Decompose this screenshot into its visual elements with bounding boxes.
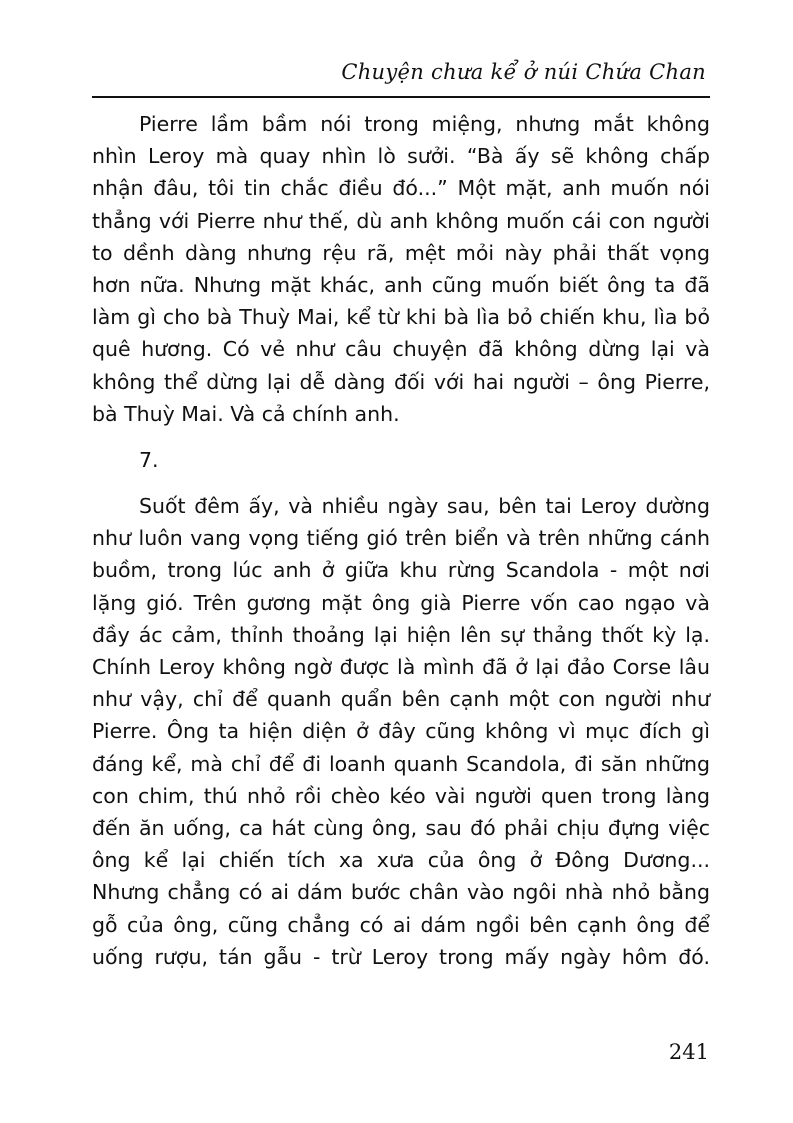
- text-line: quê hương. Có vẻ như câu chuyện đã không dừng lại và: [92, 337, 710, 362]
- text-line: con chim, thú nhỏ rồi chèo kéo vài người quen trong làng: [92, 783, 710, 808]
- text-line: nhận đâu, tôi tin chắc điều đó...” Một mặt, anh muốn nói: [92, 176, 710, 201]
- text-line: gỗ của ông, cũng chẳng có ai dám ngồi bên cạnh ông để: [92, 912, 710, 937]
- text-line: đầy ác cảm, thỉnh thoảng lại hiện lên sự thảng thốt kỳ lạ.: [92, 622, 710, 647]
- text-line: đến ăn uống, ca hát cùng ông, sau đó phải chịu đựng việc: [92, 815, 710, 840]
- paragraph-2: [92, 490, 710, 973]
- text-line: như luôn vang vọng tiếng gió trên biển và trên những cánh: [92, 526, 710, 551]
- section-number: 7.: [139, 447, 159, 472]
- page-header: [92, 58, 710, 98]
- text-line: ông kể lại chiến tích xa xưa của ông ở Đông Dương...: [92, 848, 710, 873]
- text-line: Chính Leroy không ngờ được là mình đã ở lại đảo Corse lâu: [92, 655, 710, 679]
- text-line: bà Thuỳ Mai. Và cả chính anh.: [92, 401, 400, 426]
- text-line: Pierre. Ông ta hiện diện ở đây cũng không vì mục đích gì: [92, 719, 710, 744]
- page-number: 241: [668, 1040, 709, 1064]
- text-line: không thể dừng lại dễ dàng đối với hai người – ông Pierre,: [92, 369, 710, 394]
- running-title: Chuyện chưa kể ở núi Chứa Chan: [341, 60, 706, 84]
- text-line: như vậy, chỉ để quanh quẩn bên cạnh một con người như: [92, 687, 710, 712]
- text-line: lặng gió. Trên gương mặt ông già Pierre vốn cao ngạo và: [92, 590, 710, 615]
- text-line: buồm, trong lúc anh ở giữa khu rừng Scandola - một nơi: [92, 558, 710, 583]
- text-line: nhìn Leroy mà quay nhìn lò sưởi. “Bà ấy sẽ không chấp: [92, 144, 710, 169]
- paragraph-1: [92, 108, 710, 430]
- body-text: [92, 108, 710, 973]
- text-line: thẳng với Pierre như thế, dù anh không muốn cái con người: [92, 208, 710, 233]
- text-line: Suốt đêm ấy, và nhiều ngày sau, bên tai Leroy dường: [139, 494, 710, 519]
- text-line: to dềnh dàng nhưng rệu rã, mệt mỏi này phải thất vọng: [92, 240, 710, 265]
- text-line: đáng kể, mà chỉ để đi loanh quanh Scandola, đi săn những: [92, 751, 710, 776]
- text-line: hơn nữa. Nhưng mặt khác, anh cũng muốn biết ông ta đã: [92, 272, 710, 297]
- text-line: uống rượu, tán gẫu - trừ Leroy trong mấy ngày hôm đó.: [92, 944, 710, 969]
- text-line: Pierre lầm bầm nói trong miệng, nhưng mắt không: [139, 112, 710, 136]
- text-line: Nhưng chẳng có ai dám bước chân vào ngôi nhà nhỏ bằng: [92, 880, 710, 905]
- text-line: làm gì cho bà Thuỳ Mai, kể từ khi bà lìa bỏ chiến khu, lìa bỏ: [92, 305, 710, 330]
